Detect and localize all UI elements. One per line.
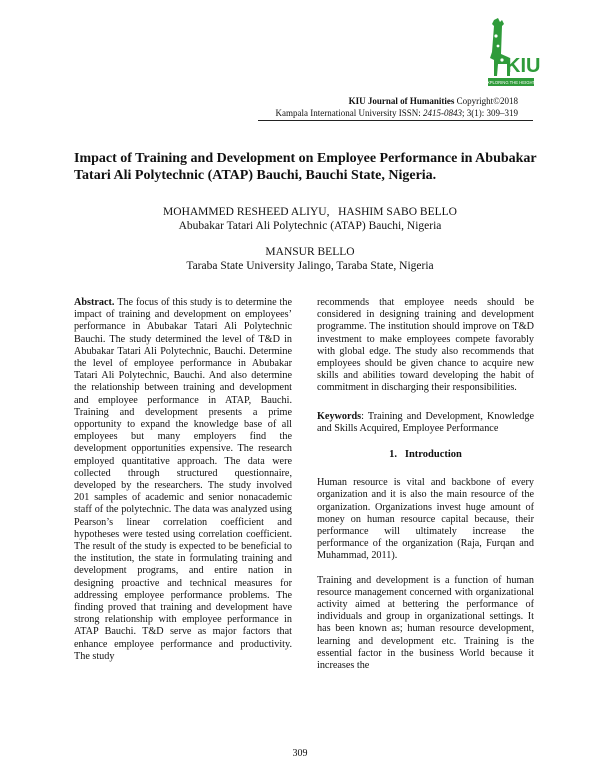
logo-tagline: EXPLORING THE HEIGHTS [484, 80, 538, 85]
header-rule [258, 120, 533, 121]
keywords-paragraph [317, 411, 534, 435]
keywords-text: : Training and Development, Knowledge and Skills Acquired, Employee Performance [317, 410, 534, 434]
abstract-continuation: recommends that employee needs should be considered in designing training and development programme. The institution should improve on T&D investment to make employees compete favorably with global edge. The study also recommends that employees should be given chance to acquire new skills and abilities toward developing the habit of commitment in discharging their responsibilities. [317, 297, 534, 394]
journal-issn: 2415-0843 [423, 108, 462, 118]
page-number: 309 [292, 748, 308, 759]
affiliation-1: Abubakar Tatari Ali Polytechnic (ATAP) Bauchi, Nigeria [178, 220, 442, 232]
journal-name: KIU Journal of Humanities [348, 96, 455, 106]
right-column [317, 297, 534, 684]
abstract-text: The focus of this study is to determine the impact of training and development on employees’ performance in Abubakar Tatari Ali Polytechnic Bauchi. The study determined the level of T&D in Abubakar Tatari Ali Polytechnic, Bauchi. Determine the level of employee performance in Abubakar Tatari Ali Polytechnic, Bauchi. And also determine the relationship between training and development and employee performance in ATAP, Bauchi. Training and development presents a prime opportunity to expand the knowledge base of all employees but many employers find the development opportunities expensive. The research employed quantitative approach. The data were collected through structured questionnaire, developed by the researchers. The study involved 201 samples of academic and senior nonacademic staff of the polytechnic. The data was analyzed using Pearson’s linear correlation coefficient and hypotheses were tested using correlation coefficient. The result of the study is expected to be beneficial to the institution, the state in formulating training and development programs, and entire nation in designing proactive and technical measures for addressing employee performance problems. The finding proved that training and development have strong relationship with employee performance in ATAP Bauchi. T&D serve as major factors that enhance employee performance and productivity. The study [74, 297, 292, 662]
author-3: MANSUR BELLO [265, 246, 355, 258]
logo-text: KIU [506, 55, 541, 77]
journal-copyright: Copyright©2018 [456, 96, 518, 106]
journal-volume-pages: ; 3(1): 309–319 [462, 108, 518, 118]
left-column [74, 297, 292, 675]
abstract-paragraph [74, 297, 292, 663]
paper-title: Impact of Training and Development on Employee Performance in Abubakar Tatari Ali Polytechnic (ATAP) Bauchi, Bauchi State, Nigeria. [74, 151, 537, 183]
journal-header-line2 [276, 108, 518, 118]
authors-line: MOHAMMED RESHEED ALIYU, HASHIM SABO BELLO [163, 206, 457, 218]
kiu-logo [480, 14, 541, 98]
abstract-label: Abstract. [74, 297, 115, 308]
introduction-paragraph-1: Human resource is vital and backbone of every organization and it is also the main resource of the organization. Organizations invest huge amount of money on human resource capital because, their performance will ultimately increase the performance of the organization (Raja, Furqan and Muhammad, 2011). [317, 477, 534, 562]
journal-header-line1 [349, 96, 518, 106]
keywords-label: Keywords [317, 410, 362, 422]
introduction-paragraph-2: Training and development is a function of human resource management concerned with organizational activity aimed at bettering the performance of individuals and group in organizational settings. It has been known as; human resource development, learning and development etc. Training is the essential factor in the business World because it increases the [317, 574, 534, 672]
affiliation-2: Taraba State University Jalingo, Taraba State, Nigeria [186, 260, 434, 272]
introduction-heading: 1. Introduction [389, 449, 462, 461]
giraffe-logo-icon [480, 14, 541, 98]
journal-publisher: Kampala International University ISSN: [275, 108, 423, 118]
